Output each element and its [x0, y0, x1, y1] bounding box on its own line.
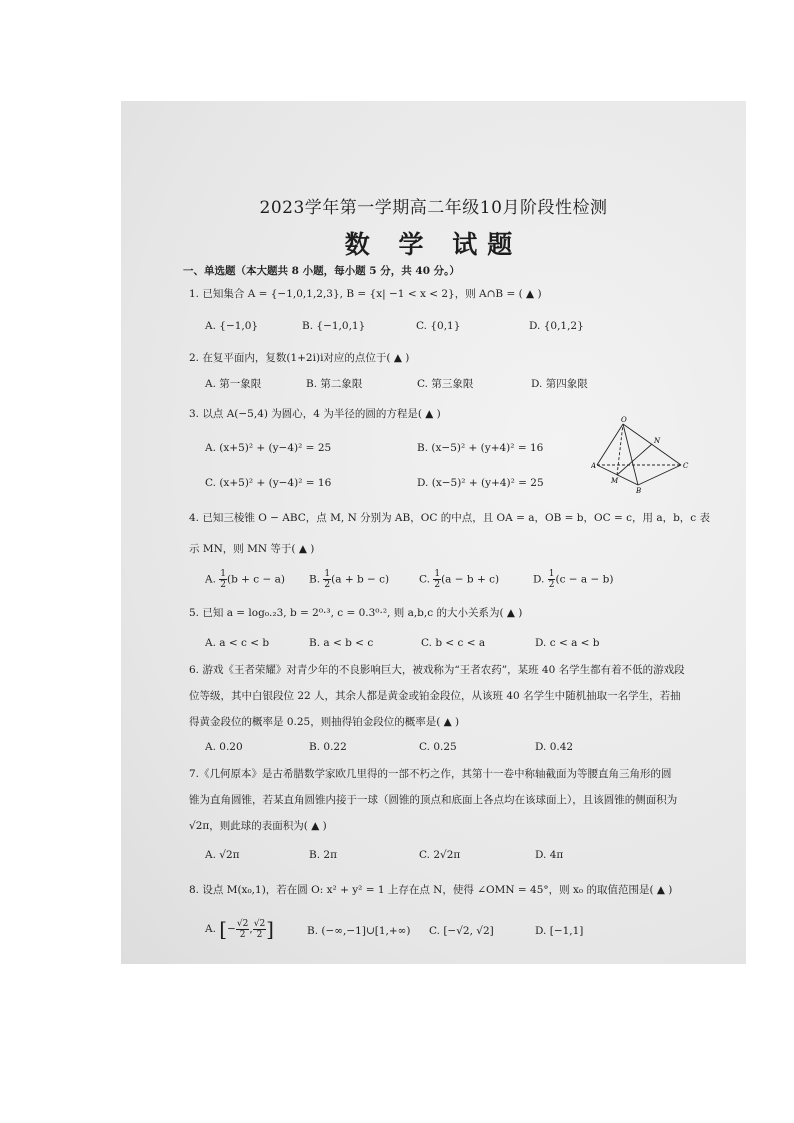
q4-option-c: C. $\frac{1}{2}$ (a − b + c)	[419, 569, 500, 590]
question-8-stem: 8. 设点 M(x₀,1)，若在圆 O: x² + y² = 1 上存在点 N，使得 ∠OMN = 45°，则 x₀ 的取值范围是( ▲ )	[189, 884, 673, 896]
q7-option-a: A. √2π	[205, 849, 240, 861]
question-6-line1: 6. 游戏《王者荣耀》对青少年的不良影响巨大，被戏称为“王者农药”，某班 40 名学生都有着不低的游戏段	[189, 664, 685, 676]
q1-option-b: B. {−1,0,1}	[302, 320, 366, 332]
q1-option-c: C. {0,1}	[416, 320, 461, 332]
exam-title: 2023学年第一学期高二年级10月阶段性检测	[259, 198, 608, 218]
exam-paper	[121, 101, 746, 964]
q8-option-d: D. [−1,1]	[535, 925, 584, 937]
question-6-line3: 得黄金段位的概率是 0.25，则抽得铂金段位的概率是( ▲ )	[189, 716, 460, 728]
q3-option-a: A. (x+5)² + (y−4)² = 25	[205, 442, 332, 454]
figure-label-m: M	[611, 477, 619, 485]
q7-option-d: D. 4π	[535, 849, 564, 861]
question-7-line1: 7.《几何原本》是古希腊数学家欧几里得的一部不朽之作，其第十一卷中称轴截面为等腰直角三角形的圆	[189, 768, 672, 780]
q5-option-c: C. b < c < a	[421, 637, 486, 649]
q4-option-d: D. $\frac{1}{2}$ (c − a − b)	[533, 569, 614, 590]
question-1-stem: 1. 已知集合 A = {−1,0,1,2,3}, B = {x| −1 < x < 2}，则 A∩B = ( ▲ )	[189, 288, 542, 300]
question-3-stem: 3. 以点 A(−5,4) 为圆心，4 为半径的圆的方程是( ▲ )	[189, 408, 441, 420]
question-5-stem: 5. 已知 a = log₀.₂3, b = 2⁰·³, c = 0.3⁰·², 则 a,b,c 的大小关系为( ▲ )	[189, 607, 523, 619]
q7-option-c: C. 2√2π	[419, 849, 461, 861]
q1-option-a: A. {−1,0}	[205, 320, 259, 332]
q8-option-c: C. [−√2, √2]	[429, 925, 494, 937]
q5-option-a: A. a < c < b	[205, 637, 270, 649]
q8-option-b: B. (−∞,−1]∪[1,+∞)	[307, 925, 411, 937]
q2-option-d: D. 第四象限	[531, 378, 588, 390]
question-7-line3: √2π，则此球的表面积为( ▲ )	[189, 820, 327, 832]
q6-option-c: C. 0.25	[419, 741, 457, 753]
figure-label-c: C	[683, 462, 689, 470]
question-7-line2: 锥为直角圆锥，若某直角圆锥内接于一球（圆锥的顶点和底面上各点均在该球面上），且该圆锥的侧面积为	[189, 794, 678, 806]
figure-label-a: A	[591, 462, 597, 470]
q3-option-c: C. (x+5)² + (y−4)² = 16	[205, 477, 332, 489]
q5-option-b: B. a < b < c	[309, 637, 374, 649]
subject-title: 数 学 试题	[344, 230, 523, 259]
q2-option-c: C. 第三象限	[417, 378, 474, 390]
q2-option-b: B. 第二象限	[306, 378, 363, 390]
q6-option-a: A. 0.20	[205, 741, 243, 753]
question-6-line2: 位等级，其中白银段位 22 人，其余人都是黄金或铂金段位，从该班 40 名学生中随机抽取一名学生，若抽	[189, 690, 681, 702]
question-2-stem: 2. 在复平面内，复数(1+2i)i对应的点位于( ▲ )	[189, 352, 410, 364]
q5-option-d: D. c < a < b	[535, 637, 600, 649]
q6-option-d: D. 0.42	[535, 741, 574, 753]
q7-option-b: B. 2π	[309, 849, 337, 861]
q4-option-b: B. $\frac{1}{2}$ (a + b − c)	[309, 569, 390, 590]
question-4-line1: 4. 已知三棱锥 O − ABC，点 M, N 分别为 AB，OC 的中点，且 OA = a，OB = b，OC = c，用 a，b，c 表	[189, 512, 711, 524]
figure-label-n: N	[654, 437, 661, 445]
q3-option-b: B. (x−5)² + (y+4)² = 16	[417, 442, 544, 454]
q4-option-a: A. $\frac{1}{2}$ (b + c − a)	[205, 569, 286, 590]
figure-label-o: O	[621, 416, 627, 424]
question-4-line2: 示 MN，则 MN 等于( ▲ )	[189, 543, 315, 555]
q1-option-d: D. {0,1,2}	[529, 320, 584, 332]
q8-option-a: A. [− $\frac{√2}{2}$ , $\frac{√2}{2}$ ]	[205, 917, 274, 941]
q3-option-d: D. (x−5)² + (y+4)² = 25	[417, 477, 544, 489]
q6-option-b: B. 0.22	[309, 741, 347, 753]
section-heading: 一、单选题（本大题共 8 小题，每小题 5 分，共 40 分。）	[183, 265, 460, 277]
figure-label-b: B	[636, 487, 642, 493]
q2-option-a: A. 第一象限	[205, 378, 262, 390]
pyramid-figure	[591, 413, 701, 493]
